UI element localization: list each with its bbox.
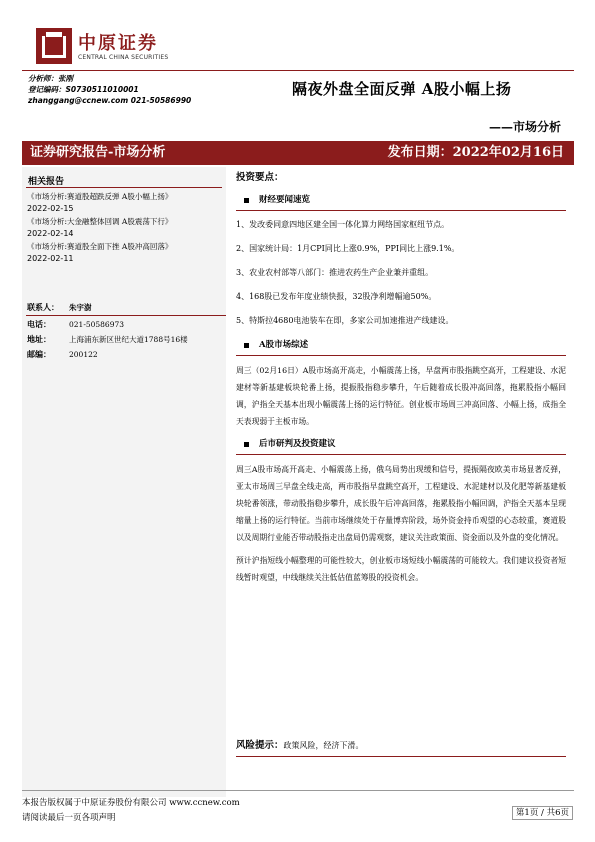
news-list: [236, 217, 566, 329]
contact-row: [27, 347, 227, 362]
contact-value: 上海浦东新区世纪大道1788号16楼: [69, 335, 188, 344]
report-banner: [22, 141, 574, 165]
news-item: 1、发改委同意四地区建全国一体化算力网络国家枢纽节点。: [236, 220, 450, 229]
related-report-title[interactable]: 《市场分析:赛道股超跌反弹 A股小幅上扬》: [27, 192, 173, 201]
risk-notice: [236, 737, 364, 751]
header-divider: [22, 70, 574, 71]
page-number: 第1页 / 共6页: [512, 806, 573, 820]
news-item: 4、168股已发布年度业绩快报，32股净利增幅逾50%。: [236, 292, 437, 301]
contact-divider: [26, 315, 226, 316]
copyright-line: 本报告版权属于中原证券股份有限公司 www.ccnew.com: [22, 798, 240, 808]
outlook-heading-text: 后市研判及投资建议: [259, 439, 336, 449]
related-report-title[interactable]: 《市场分析:大金融整体回调 A股震荡下行》: [27, 217, 173, 226]
logo-mark-icon: [36, 28, 72, 64]
section-divider: [236, 355, 566, 356]
analyst-name: 分析师：张刚: [28, 74, 73, 83]
square-bullet-icon: [244, 442, 249, 447]
disclaimer-line: 请阅读最后一页各项声明: [22, 813, 116, 823]
contact-label: 地址：: [27, 335, 51, 344]
footer-divider: [22, 790, 574, 791]
related-report-date: 2022-02-11: [27, 254, 74, 263]
outlook-paragraph: 预计沪指短线小幅整理的可能性较大，创业板市场短线小幅震荡的可能较大。我们建议投资者短线暂时观望，中线继续关注低估值蓝筹股的投资机会。: [236, 556, 566, 582]
report-category: 证券研究报告-市场分析: [30, 145, 166, 160]
news-heading: [244, 192, 566, 208]
risk-divider: [236, 756, 566, 757]
news-heading-text: 财经要闻速览: [259, 195, 311, 205]
report-title: 隔夜外盘全面反弹 A股小幅上扬: [292, 80, 512, 98]
outlook-paragraph: 周三A股市场高开高走、小幅震荡上扬，俄乌局势出现缓和信号，提振隔夜欧美市场显著反弹，亚太市场周三早盘全线走高，两市股指早盘跳空高开，工程建设、水泥建材以及化肥等新基建板块轮番领涨，带动股指稳步攀升，成长股午后冲高回落，拖累股指小幅回调，沪指全天基本呈现缩量上扬的运行特征。当前市场继续处于存量博弈阶段，场外资金持币观望的心态较重，赛道股以及周期行业能否带动股指走出盘局仍需观察，建议关注政策面、资金面以及外盘的变化情况。: [236, 465, 566, 542]
related-report-item[interactable]: [27, 216, 227, 240]
square-bullet-icon: [244, 198, 249, 203]
market-summary: 周三（02月16日）A股市场高开高走，小幅震荡上扬，早盘两市股指跳空高开，工程建设、水泥建材等新基建板块轮番上扬，提振股指稳步攀升，午后随着成长股冲高回落，拖累股指小幅回调，沪指全天基本出现小幅震荡上扬的运行特征。创业板市场周三冲高回落、小幅上扬，成指全天表现弱于主板市场。: [236, 366, 566, 426]
outlook-heading: [244, 436, 566, 452]
contact-row: [27, 300, 227, 315]
contact-value: 朱宇澍: [69, 303, 92, 312]
related-report-item[interactable]: [27, 241, 227, 265]
section-divider: [236, 454, 566, 455]
section-divider: [236, 210, 566, 211]
footer-text: [22, 796, 240, 826]
related-report-item[interactable]: [27, 191, 227, 215]
news-item: 3、农业农村部等八部门：推进农药生产企业兼并重组。: [236, 268, 434, 277]
market-heading: [244, 337, 566, 353]
contact-label: 邮编：: [27, 350, 51, 359]
publish-date: 发布日期：2022年02月16日: [387, 145, 564, 160]
square-bullet-icon: [244, 343, 249, 348]
related-report-title[interactable]: 《市场分析:赛道股全面下挫 A股冲高回落》: [27, 242, 173, 251]
market-heading-text: A股市场综述: [259, 340, 309, 350]
logo-name-en: CENTRAL CHINA SECURITIES: [78, 54, 169, 61]
analyst-contact: zhanggang@ccnew.com 021-50586990: [28, 96, 192, 105]
contact-label: 联系人：: [27, 303, 59, 312]
contact-value: 200122: [69, 350, 98, 359]
risk-text: 政策风险，经济下滑。: [283, 741, 364, 750]
related-report-date: 2022-02-15: [27, 204, 74, 213]
sidebar: [22, 167, 226, 797]
analyst-info: [28, 73, 191, 106]
contact-row: [27, 317, 227, 332]
related-reports-list: [27, 191, 227, 266]
sidebar-divider: [26, 187, 222, 188]
analyst-reg-code: 登记编码：S0730511010001: [28, 85, 139, 94]
news-item: 5、特斯拉4680电池装车在即，多家公司加速推进产线建设。: [236, 316, 454, 325]
related-report-date: 2022-02-14: [27, 229, 74, 238]
main-content: [236, 170, 566, 586]
contact-block: [27, 300, 227, 362]
key-points-heading: 投资要点：: [236, 172, 284, 183]
report-subtitle: ——市场分析: [488, 120, 561, 134]
related-reports-heading: 相关报告: [28, 177, 65, 187]
contact-label: 电话：: [27, 320, 51, 329]
news-item: 2、国家统计局：1月CPI同比上涨0.9%，PPI同比上涨9.1%。: [236, 244, 460, 253]
company-logo: [36, 28, 188, 68]
contact-value: 021-50586973: [69, 320, 125, 329]
logo-name-cn: 中原证券: [78, 33, 158, 54]
risk-label: 风险提示：: [236, 740, 284, 751]
contact-row: [27, 332, 227, 347]
